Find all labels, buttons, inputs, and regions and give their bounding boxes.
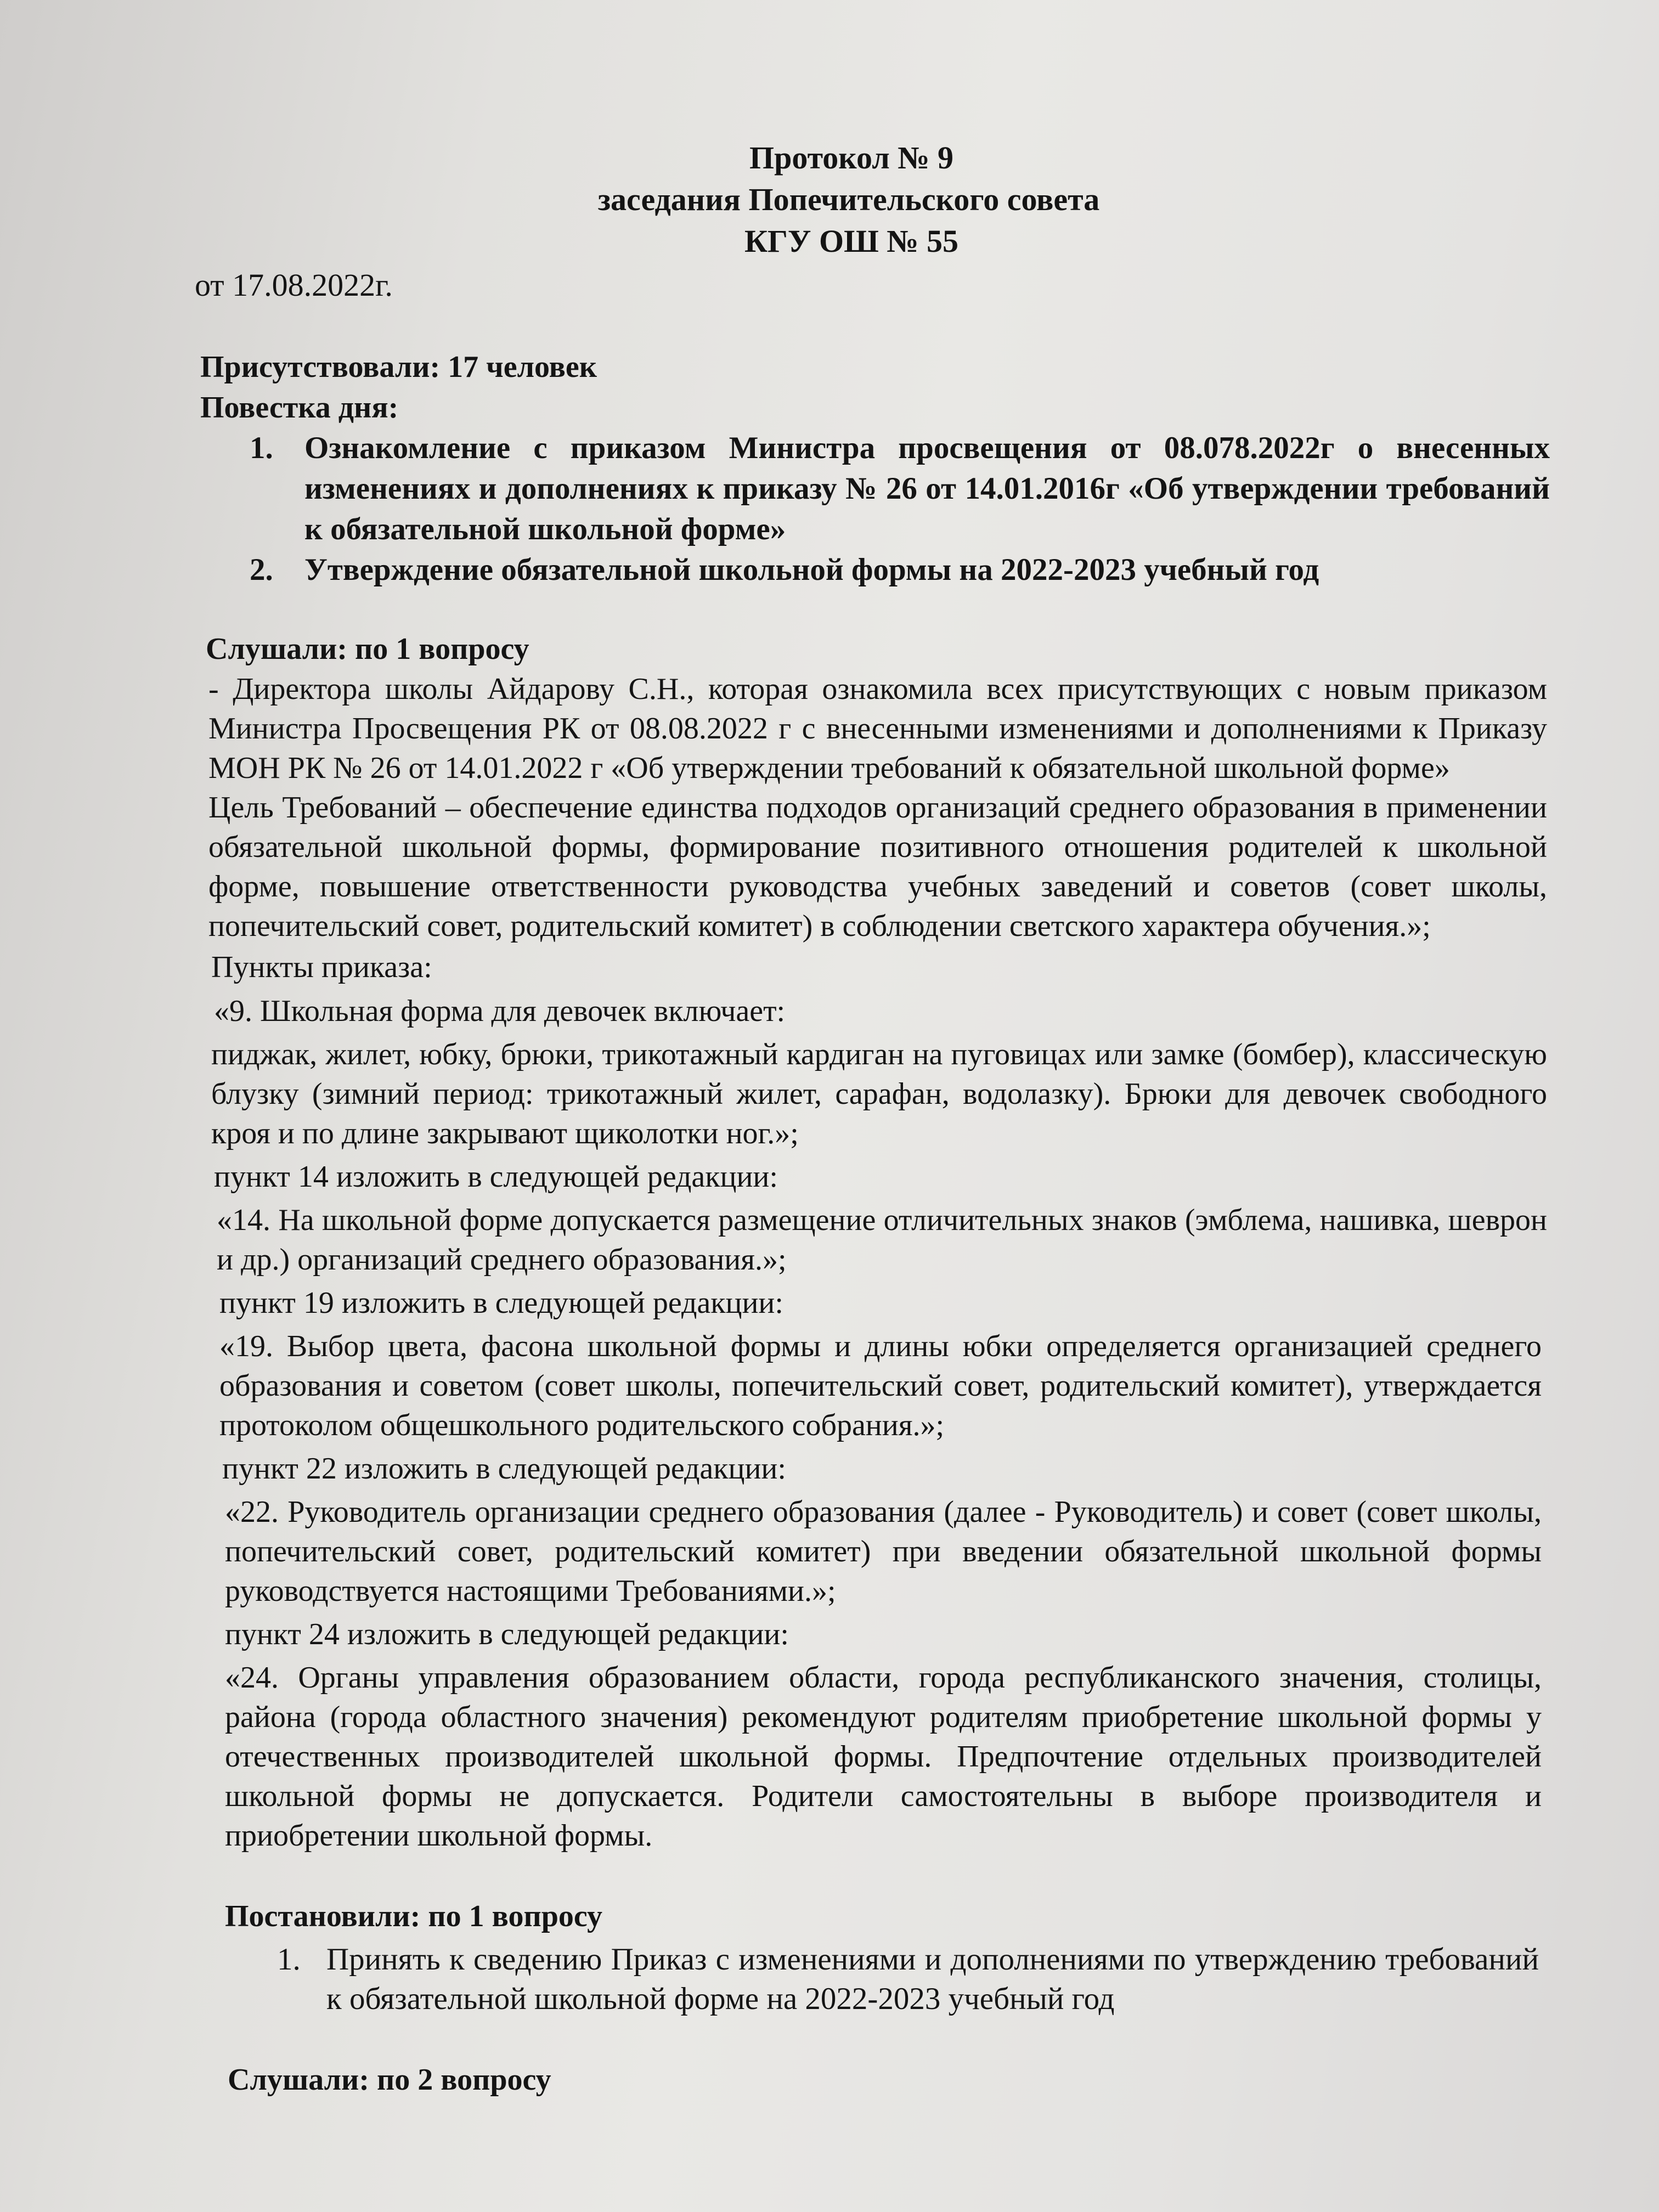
resolved-question-1-heading: Постановили: по 1 вопросу	[225, 1899, 602, 1933]
agenda-item-text: Утверждение обязательной школьной формы на 2022-2023 учебный год	[304, 552, 1319, 587]
point-24-text: «24. Органы управления образованием области, города республиканского значения, столицы, района (города областного значения) рекомендуют родителям приобретение школьной формы у отечественных производителей школьной формы. Предпочтение отдельных производителей школьной формы не допускается. Родители самостоятельны в выборе производителя и приобретении школьной формы.	[225, 1661, 1542, 1853]
resolved-list	[277, 1940, 1539, 2019]
point-9-text: пиджак, жилет, юбку, брюки, трикотажный кардиган на пуговицах или замке (бомбер), классическую блузку (зимний период: трикотажный жилет, сарафан, водолазку). Брюки для девочек свободного кроя и по длине закрывают щиколотки ног.»;	[211, 1037, 1547, 1150]
point-14-text: «14. На школьной форме допускается размещение отличительных знаков (эмблема, нашивка, шеврон и др.) организаций среднего образования.»;	[217, 1203, 1547, 1277]
resolved-item	[277, 1940, 1539, 2019]
point-19-text: «19. Выбор цвета, фасона школьной формы и длины юбки определяется организацией среднего образования и советом (совет школы, попечительский совет, родительский комитет), утверждается протоколом общешкольного родительского собрания.»;	[219, 1329, 1542, 1442]
attendance: Присутствовали: 17 человек	[200, 350, 597, 384]
heard-question-2-heading: Слушали: по 2 вопросу	[228, 2063, 551, 2097]
protocol-date: от 17.08.2022г.	[195, 267, 393, 303]
point-24-label: пункт 24 изложить в следующей редакции:	[225, 1617, 789, 1651]
agenda-item-number: 2.	[250, 552, 273, 587]
agenda-item-number: 1.	[250, 431, 273, 465]
agenda-item	[250, 550, 1550, 590]
director-paragraph: - Директора школы Айдарову С.Н., которая ознакомила всех присутствующих с новым приказом Министра Просвещения РК от 08.08.2022 г с внесенными изменениями и дополнениями к Приказу МОН РК № 26 от 14.01.2022 г «Об утверждении требований к обязательной школьной форме»	[208, 672, 1547, 785]
heard-question-1-heading: Слушали: по 1 вопросу	[206, 632, 529, 666]
point-19-label: пункт 19 изложить в следующей редакции:	[219, 1286, 783, 1320]
agenda-list	[250, 428, 1550, 590]
point-14-label: пункт 14 изложить в следующей редакции:	[214, 1160, 778, 1194]
point-22-label: пункт 22 изложить в следующей редакции:	[222, 1452, 786, 1486]
organization-name: КГУ ОШ № 55	[744, 223, 959, 259]
document-header	[0, 137, 1659, 262]
protocol-title: Протокол № 9	[749, 140, 954, 176]
point-22-text: «22. Руководитель организации среднего образования (далее - Руководитель) и совет (совет школы, попечительский совет, родительский комитет) при введении обязательной школьной формы руководствуется настоящими Требованиями.»;	[225, 1495, 1542, 1608]
resolved-item-text: Принять к сведению Приказ с изменениями и дополнениями по утверждению требований к обязательной школьной форме на 2022-2023 учебный год	[326, 1942, 1539, 2016]
agenda-item-text: Ознакомление с приказом Министра просвещения от 08.078.2022г о внесенных изменениях и дополнениях к приказу № 26 от 14.01.2016г «Об утверждении требований к обязательной школьной форме»	[304, 431, 1550, 546]
order-points-label: Пункты приказа:	[211, 950, 432, 984]
agenda-item	[250, 428, 1550, 550]
point-9-heading: «9. Школьная форма для девочек включает:	[214, 994, 786, 1028]
resolved-item-number: 1.	[277, 1942, 301, 1977]
goal-paragraph: Цель Требований – обеспечение единства подходов организаций среднего образования в применении обязательной школьной формы, формирование позитивного отношения родителей к школьной форме, повышение ответственности руководства учебных заведений и советов (совет школы, попечительский совет, родительский комитет) в соблюдении светского характера обучения.»;	[208, 791, 1547, 943]
agenda-title: Повестка дня:	[200, 391, 399, 425]
protocol-subtitle: заседания Попечительского совета	[597, 182, 1100, 217]
